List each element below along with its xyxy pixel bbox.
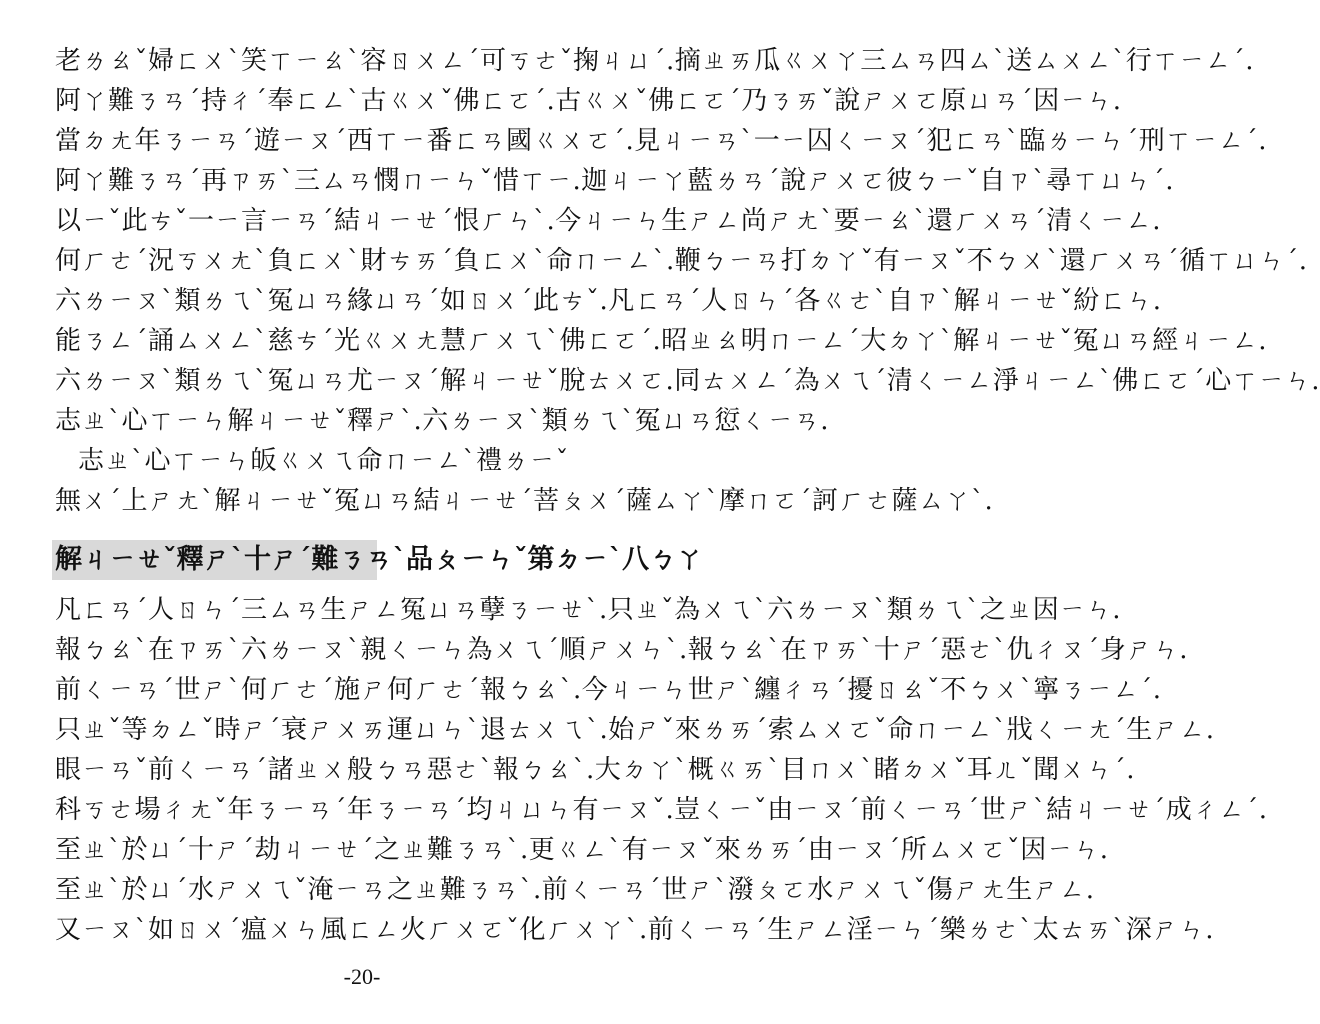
verse-line: 何ㄏㄜˊ況ㄎㄨㄤˋ負ㄈㄨˋ財ㄘㄞˊ負ㄈㄨˋ命ㄇㄧㄥˋ.鞭ㄅㄧㄢ打ㄉㄚˇ有ㄧㄡˇ不ㄅㄨˋ還ㄏㄨㄢˊ循ㄒㄩㄣˊ.	[55, 246, 1308, 276]
verse-line: 眼ㄧㄢˇ前ㄑㄧㄢˊ諸ㄓㄨ般ㄅㄢ惡ㄜˋ報ㄅㄠˋ.大ㄉㄚˋ概ㄍㄞˋ目ㄇㄨˋ睹ㄉㄨˇ耳ㄦˇ聞ㄨㄣˊ.	[55, 755, 1136, 785]
verse-line: 六ㄌㄧㄡˋ類ㄌㄟˋ冤ㄩㄢ尤ㄧㄡˊ解ㄐㄧㄝˇ脫ㄊㄨㄛ.同ㄊㄨㄥˊ為ㄨㄟˊ清ㄑㄧㄥ淨ㄐㄧㄥˋ佛ㄈㄛˊ心ㄒㄧㄣ.	[55, 366, 1320, 396]
verse-line: 老ㄌㄠˇ婦ㄈㄨˋ笑ㄒㄧㄠˋ容ㄖㄨㄥˊ可ㄎㄜˇ掬ㄐㄩˊ.摘ㄓㄞ瓜ㄍㄨㄚ三ㄙㄢ四ㄙˋ送ㄙㄨㄥˋ行ㄒㄧㄥˊ.	[55, 46, 1255, 76]
verse-line: 凡ㄈㄢˊ人ㄖㄣˊ三ㄙㄢ生ㄕㄥ冤ㄩㄢ孽ㄋㄧㄝˋ.只ㄓˇ為ㄨㄟˋ六ㄌㄧㄡˋ類ㄌㄟˋ之ㄓ因ㄧㄣ.	[55, 595, 1122, 625]
chapter-heading: 解ㄐㄧㄝˇ釋ㄕˋ十ㄕˊ難ㄋㄢˋ品ㄆㄧㄣˇ第ㄉㄧˋ八ㄅㄚ	[55, 544, 703, 575]
verse-line: 前ㄑㄧㄢˊ世ㄕˋ何ㄏㄜˊ施ㄕ何ㄏㄜˊ報ㄅㄠˋ.今ㄐㄧㄣ世ㄕˋ纏ㄔㄢˊ擾ㄖㄠˇ不ㄅㄨˋ寧ㄋㄧㄥˊ.	[55, 675, 1162, 705]
verse-line: 當ㄉㄤ年ㄋㄧㄢˊ遊ㄧㄡˊ西ㄒㄧ番ㄈㄢ國ㄍㄨㄛˊ.見ㄐㄧㄢˋ一ㄧ囚ㄑㄧㄡˊ犯ㄈㄢˋ臨ㄌㄧㄣˊ刑ㄒㄧㄥˊ.	[55, 126, 1268, 156]
invocation-name-line: 無ㄨˊ上ㄕㄤˋ解ㄐㄧㄝˇ冤ㄩㄢ結ㄐㄧㄝˊ菩ㄆㄨˊ薩ㄙㄚˋ摩ㄇㄛˊ訶ㄏㄜ薩ㄙㄚˋ.	[55, 486, 994, 516]
page-number: -20-	[343, 964, 381, 989]
verse-line: 至ㄓˋ於ㄩˊ十ㄕˊ劫ㄐㄧㄝˊ之ㄓ難ㄋㄢˋ.更ㄍㄥˋ有ㄧㄡˇ來ㄌㄞˊ由ㄧㄡˊ所ㄙㄨㄛˇ因ㄧㄣ.	[55, 835, 1109, 865]
verse-line: 只ㄓˇ等ㄉㄥˇ時ㄕˊ衰ㄕㄨㄞ運ㄩㄣˋ退ㄊㄨㄟˋ.始ㄕˇ來ㄌㄞˊ索ㄙㄨㄛˇ命ㄇㄧㄥˋ戕ㄑㄧㄤˊ生ㄕㄥ.	[55, 715, 1215, 745]
verse-line: 阿ㄚ難ㄋㄢˊ持ㄔˊ奉ㄈㄥˋ古ㄍㄨˇ佛ㄈㄛˊ.古ㄍㄨˇ佛ㄈㄛˊ乃ㄋㄞˇ說ㄕㄨㄛ原ㄩㄢˊ因ㄧㄣ.	[55, 86, 1122, 116]
verse-line: 志ㄓˋ心ㄒㄧㄣ解ㄐㄧㄝˇ釋ㄕˋ.六ㄌㄧㄡˋ類ㄌㄟˋ冤ㄩㄢ愆ㄑㄧㄢ.	[55, 406, 830, 436]
verse-line: 以ㄧˇ此ㄘˇ一ㄧ言ㄧㄢˊ結ㄐㄧㄝˊ恨ㄏㄣˋ.今ㄐㄧㄣ生ㄕㄥ尚ㄕㄤˋ要ㄧㄠˋ還ㄏㄨㄢˊ清ㄑㄧㄥ.	[55, 206, 1162, 236]
verse-line: 六ㄌㄧㄡˋ類ㄌㄟˋ冤ㄩㄢ緣ㄩㄢˊ如ㄖㄨˊ此ㄘˇ.凡ㄈㄢˊ人ㄖㄣˊ各ㄍㄜˋ自ㄗˋ解ㄐㄧㄝˇ紛ㄈㄣ.	[55, 286, 1162, 316]
verse-line: 又ㄧㄡˋ如ㄖㄨˊ瘟ㄨㄣ風ㄈㄥ火ㄏㄨㄛˇ化ㄏㄨㄚˋ.前ㄑㄧㄢˊ生ㄕㄥ淫ㄧㄣˊ樂ㄌㄜˋ太ㄊㄞˋ深ㄕㄣ.	[55, 915, 1215, 945]
verse-line: 能ㄋㄥˊ誦ㄙㄨㄥˋ慈ㄘˊ光ㄍㄨㄤ慧ㄏㄨㄟˋ佛ㄈㄛˊ.昭ㄓㄠ明ㄇㄧㄥˊ大ㄉㄚˋ解ㄐㄧㄝˇ冤ㄩㄢ經ㄐㄧㄥ.	[55, 326, 1268, 356]
verse-line: 科ㄎㄜ場ㄔㄤˇ年ㄋㄧㄢˊ年ㄋㄧㄢˊ均ㄐㄩㄣ有ㄧㄡˇ.豈ㄑㄧˇ由ㄧㄡˊ前ㄑㄧㄢˊ世ㄕˋ結ㄐㄧㄝˊ成ㄔㄥˊ.	[55, 795, 1268, 825]
verse-line: 阿ㄚ難ㄋㄢˊ再ㄗㄞˋ三ㄙㄢ憫ㄇㄧㄣˇ惜ㄒㄧ.迦ㄐㄧㄚ藍ㄌㄢˊ說ㄕㄨㄛ彼ㄅㄧˇ自ㄗˋ尋ㄒㄩㄣˊ.	[55, 166, 1175, 196]
invocation-line: 志ㄓˋ心ㄒㄧㄣ皈ㄍㄨㄟ命ㄇㄧㄥˋ禮ㄌㄧˇ	[78, 446, 570, 476]
verse-line: 至ㄓˋ於ㄩˊ水ㄕㄨㄟˇ淹ㄧㄢ之ㄓ難ㄋㄢˋ.前ㄑㄧㄢˊ世ㄕˋ潑ㄆㄛ水ㄕㄨㄟˇ傷ㄕㄤ生ㄕㄥ.	[55, 875, 1095, 905]
verse-line: 報ㄅㄠˋ在ㄗㄞˋ六ㄌㄧㄡˋ親ㄑㄧㄣ為ㄨㄟˊ順ㄕㄨㄣˋ.報ㄅㄠˋ在ㄗㄞˋ十ㄕˊ惡ㄜˋ仇ㄔㄡˊ身ㄕㄣ.	[55, 635, 1189, 665]
